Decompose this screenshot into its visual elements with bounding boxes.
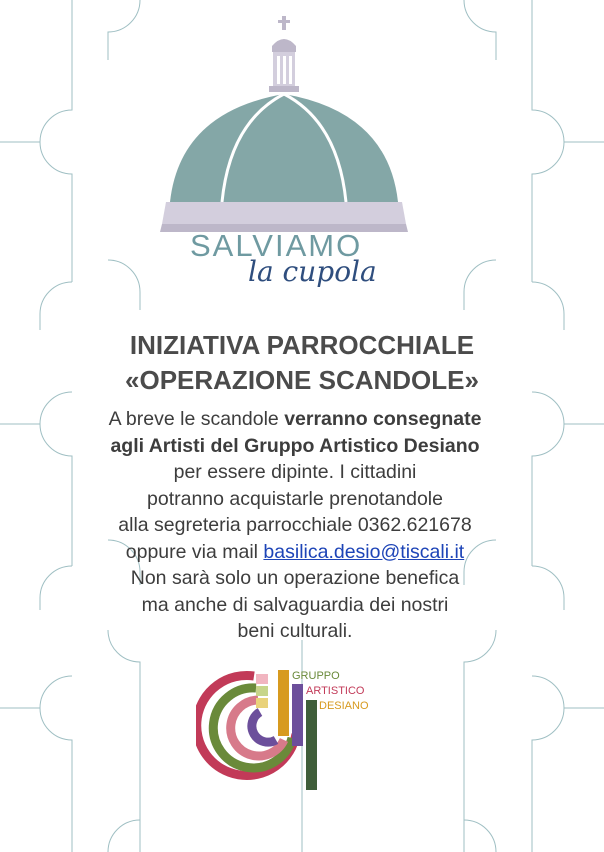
- gruppo-artistico-desiano-logo: [196, 664, 386, 794]
- text-line-5: alla segreteria parrocchiale 0362.621678: [118, 514, 472, 536]
- text-line-1: [0, 406, 590, 433]
- logo-text-artistico: ARTISTICO: [306, 685, 365, 697]
- logo-text-gruppo: GRUPPO: [292, 670, 340, 682]
- announcement-text: [0, 406, 590, 645]
- text-line-9: beni culturali.: [237, 620, 353, 642]
- text-line-4: potranno acquistarle prenotandole: [147, 487, 443, 510]
- logo-title-salviamo: SALVIAMO: [190, 228, 363, 263]
- text-line-3: per essere dipinte. I cittadini: [173, 461, 417, 483]
- text-line-7: Non sarà solo un operazione benefica: [130, 567, 460, 589]
- email-link[interactable]: basilica.desio@tiscali.it: [263, 540, 465, 563]
- logo-subtitle-la-cupola: la cupola: [248, 255, 377, 288]
- heading-iniziativa: INIZIATIVA PARROCCHIALE: [129, 330, 475, 360]
- text-line-8: ma anche di salvaguardia dei nostri: [141, 593, 449, 616]
- heading-operazione: «OPERAZIONE SCANDOLE»: [125, 365, 479, 395]
- text-line-2: [0, 433, 590, 460]
- text-normal: oppure via mail: [125, 540, 264, 563]
- text-normal: A breve le scandole: [108, 408, 285, 430]
- logo-text-desiano: DESIANO: [319, 700, 369, 712]
- text-bold: verranno consegnate: [284, 408, 482, 430]
- text-line-6: [0, 539, 590, 566]
- text-bold: agli Artisti del Gruppo Artistico Desiano: [110, 434, 480, 457]
